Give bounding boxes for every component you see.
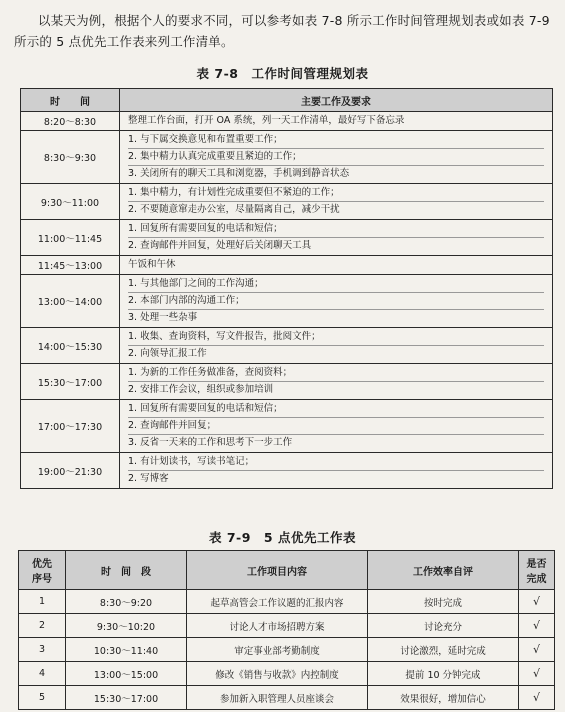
- table1-row: [21, 364, 553, 400]
- table1-work-item: 1. 与其他部门之间的工作沟通；: [128, 278, 264, 289]
- table2-row: [19, 686, 555, 710]
- table1-work-item: 2. 查询邮件并回复，处理好后关闭聊天工具: [128, 237, 544, 254]
- table1-work-item: 1. 集中精力，有计划性完成重要但不紧迫的工作；: [128, 187, 340, 198]
- table1-time-cell: 13:00～14:00: [21, 275, 120, 328]
- table1-work-item: 2. 写博客: [128, 470, 544, 487]
- table2-priority-cell: 4: [19, 662, 66, 686]
- table2-header-done: 是否 完成: [519, 551, 555, 590]
- table2-row: [19, 614, 555, 638]
- table2-content-cell: 讨论人才市场招聘方案: [187, 614, 368, 638]
- table1-row: [21, 220, 553, 256]
- table2-content-cell: 起草高管会工作议题的汇报内容: [187, 590, 368, 614]
- table1-title: 表 7-8 工作时间管理规划表: [196, 66, 369, 81]
- table2-priority-cell: 1: [19, 590, 66, 614]
- table2-header-content: 工作项目内容: [187, 551, 368, 590]
- table1-work-item: 1. 回复所有需要回复的电话和短信；: [128, 403, 283, 414]
- table2-time-cell: 8:30～9:20: [66, 590, 187, 614]
- table1-row: [21, 131, 553, 184]
- table1-work-item: 整理工作台面，打开 OA 系统，列一天工作清单，最好写下备忘录: [128, 115, 405, 126]
- table2-header-eval: 工作效率自评: [368, 551, 519, 590]
- table2-header-time: 时 间 段: [66, 551, 187, 590]
- table1-time-cell: 11:45～13:00: [21, 256, 120, 275]
- table1-work-item: 2. 不要随意窜走办公室，尽量隔离自己，减少干扰: [128, 201, 544, 218]
- table1-work-item: 2. 集中精力认真完成重要且紧迫的工作；: [128, 148, 544, 165]
- table2-eval-cell: 提前 10 分钟完成: [368, 662, 519, 686]
- table1-work-cell: [120, 112, 553, 131]
- table1-time-cell: 14:00～15:30: [21, 328, 120, 364]
- table2-content-cell: 修改《销售与收款》内控制度: [187, 662, 368, 686]
- table2-row: [19, 590, 555, 614]
- table2-time-cell: 9:30～10:20: [66, 614, 187, 638]
- table2-header-row: [19, 551, 555, 590]
- table1-time-cell: 19:00～21:30: [21, 453, 120, 489]
- table1-time-cell: 8:30～9:30: [21, 131, 120, 184]
- table2-done-cell: √: [519, 686, 555, 710]
- table2-done-cell: √: [519, 638, 555, 662]
- table1-header-row: [21, 89, 553, 112]
- table1-time-cell: 9:30～11:00: [21, 184, 120, 220]
- table1-work-cell: [120, 364, 553, 400]
- table1-work-item: 2. 安排工作会议，组织或参加培训: [128, 381, 544, 398]
- table2-eval-cell: 讨论激烈，延时完成: [368, 638, 519, 662]
- table2-priority-cell: 2: [19, 614, 66, 638]
- table2-title: 表 7-9 5 点优先工作表: [209, 530, 356, 545]
- five-priority-table: [18, 550, 555, 710]
- table1-work-item: 2. 向领导汇报工作: [128, 345, 544, 362]
- table2-done-cell: √: [519, 662, 555, 686]
- table1-row: [21, 328, 553, 364]
- table1-time-cell: 11:00～11:45: [21, 220, 120, 256]
- table1-row: [21, 112, 553, 131]
- table2-done-cell: √: [519, 614, 555, 638]
- table1-work-item: 3. 关闭所有的聊天工具和浏览器，手机调到静音状态: [128, 165, 544, 182]
- table1-work-item: 2. 查询邮件并回复；: [128, 417, 544, 434]
- table1-row: [21, 400, 553, 453]
- intro-paragraph: [14, 10, 554, 52]
- table1-time-cell: 8:20～8:30: [21, 112, 120, 131]
- table2-time-cell: 10:30～11:40: [66, 638, 187, 662]
- intro-text: 以某天为例，根据个人的要求不同，可以参考如表 7-8 所示工作时间管理规划表或如表 7-9 所示的 5 点优先工作表来列工作清单。: [14, 13, 550, 49]
- table2-row: [19, 662, 555, 686]
- table2-row: [19, 638, 555, 662]
- table2-eval-cell: 效果很好，增加信心: [368, 686, 519, 710]
- table1-work-item: 1. 有计划读书，写读书笔记；: [128, 456, 255, 467]
- table1-work-cell: [120, 131, 553, 184]
- table1-work-cell: [120, 256, 553, 275]
- table1-time-cell: 17:00～17:30: [21, 400, 120, 453]
- table1-work-item: 3. 处理一些杂事: [128, 309, 544, 326]
- table2-header-priority: 优先 序号: [19, 551, 66, 590]
- table1-body: [21, 112, 553, 489]
- table2-priority-cell: 5: [19, 686, 66, 710]
- table1-row: [21, 256, 553, 275]
- table1-work-item: 3. 反省一天来的工作和思考下一步工作: [128, 434, 544, 451]
- table1-work-cell: [120, 328, 553, 364]
- table2-body: [19, 590, 555, 710]
- table1-work-cell: [120, 275, 553, 328]
- table1-work-item: 午饭和午休: [128, 259, 176, 270]
- work-time-plan-table: [20, 88, 553, 489]
- table1-work-item: 1. 收集、查询资料，写文件报告，批阅文件；: [128, 331, 321, 342]
- table1-row: [21, 275, 553, 328]
- table1-work-item: 2. 本部门内部的沟通工作；: [128, 292, 544, 309]
- table2-priority-cell: 3: [19, 638, 66, 662]
- table1-work-cell: [120, 220, 553, 256]
- table2-eval-cell: 讨论充分: [368, 614, 519, 638]
- table1-row: [21, 184, 553, 220]
- table2-content-cell: 参加新入职管理人员座谈会: [187, 686, 368, 710]
- table1-work-item: 1. 回复所有需要回复的电话和短信；: [128, 223, 283, 234]
- table2-time-cell: 15:30～17:00: [66, 686, 187, 710]
- table1-work-item: 1. 与下属交换意见和布置重要工作；: [128, 134, 283, 145]
- table1-header-work: 主要工作及要求: [120, 89, 553, 112]
- table2-eval-cell: 按时完成: [368, 590, 519, 614]
- table1-time-cell: 15:30～17:00: [21, 364, 120, 400]
- table1-work-cell: [120, 184, 553, 220]
- table2-time-cell: 13:00～15:00: [66, 662, 187, 686]
- table1-work-item: 1. 为新的工作任务做准备，查阅资料；: [128, 367, 293, 378]
- table1-row: [21, 453, 553, 489]
- table2-done-cell: √: [519, 590, 555, 614]
- table1-header-time: 时 间: [21, 89, 120, 112]
- table1-work-cell: [120, 400, 553, 453]
- table2-content-cell: 审定事业部考勤制度: [187, 638, 368, 662]
- table1-work-cell: [120, 453, 553, 489]
